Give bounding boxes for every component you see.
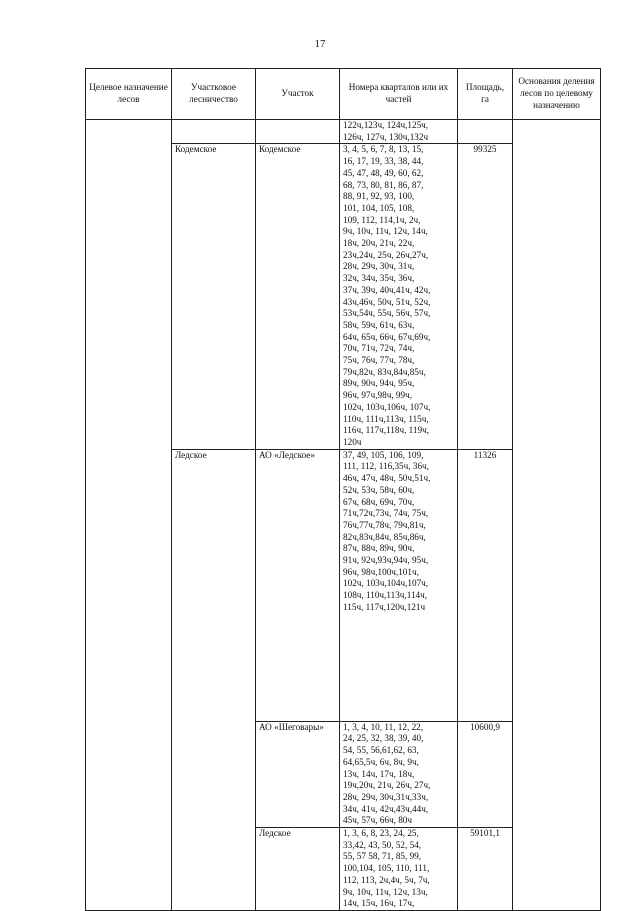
basis-cell <box>513 120 601 911</box>
quarters-cell: 1, 3, 4, 10, 11, 12, 22, 24, 25, 32, 38, 39, 40, 54, 55, 56,61,62, 63, 64,65,5ч, 6ч, 8ч, 9ч, 13ч, 14ч, 17ч, 18ч, 19ч,20ч, 21ч, 26ч, 27ч, 28ч, 29ч, 30ч,31ч,33ч, 34ч, 41ч, 42ч,43ч,44ч, 45ч, 57ч, 66ч, 80ч <box>340 721 458 827</box>
header-purpose: Целевое назначение лесов <box>86 69 172 120</box>
header-quarters: Номера кварталов или их частей <box>340 69 458 120</box>
forestry-cell: Ледское <box>172 449 256 910</box>
quarters-cell: 3, 4, 5, 6, 7, 8, 13, 15, 16, 17, 19, 33, 38, 44, 45, 47, 48, 49, 60, 62, 68, 73, 80, 81, 86, 87, 88, 91, 92, 93, 100, 101, 104, 105, 108, 109, 112, 114,1ч, 2ч, 9ч, 10ч, 11ч, 12ч, 14ч, 18ч, 20ч, 21ч, 22ч, 23ч,24ч, 25ч, 26ч,27ч, 28ч, 29ч, 30ч, 31ч, 32ч, 34ч, 35ч, 36ч, 37ч, 39ч, 40ч,41ч, 42ч, 43ч,46ч, 50ч, 51ч, 52ч, 53ч,54ч, 55ч, 56ч, 57ч, 58ч, 59ч, 61ч, 63ч, 64ч, 65ч, 66ч, 67ч,69ч, 70ч, 71ч, 72ч, 74ч, 75ч, 76ч, 77ч, 78ч, 79ч,82ч, 83ч,84ч,85ч, 89ч, 90ч, 94ч, 95ч, 96ч, 97ч,98ч, 99ч, 102ч, 103ч,106ч, 107ч, 110ч, 111ч,113ч, 115ч, 116ч, 117ч,118ч, 119ч, 120ч <box>340 144 458 449</box>
site-cell <box>256 120 340 144</box>
site-cell: Ледское <box>256 828 340 911</box>
forest-purpose-table <box>85 68 601 911</box>
site-cell: Кодемское <box>256 144 340 449</box>
area-cell <box>458 120 513 144</box>
area-cell: 59101,1 <box>458 828 513 911</box>
quarters-cell: 1, 3, 6, 8, 23, 24, 25, 33,42, 43, 50, 52, 54, 55, 57 58, 71, 85, 99, 100,104, 105, 110, 111, 112, 113, 2ч,4ч, 5ч, 7ч, 9ч, 10ч, 11ч, 12ч, 13ч, 14ч, 15ч, 16ч, 17ч, <box>340 828 458 911</box>
header-site: Участок <box>256 69 340 120</box>
header-forestry: Участковое лесничество <box>172 69 256 120</box>
area-cell: 11326 <box>458 449 513 721</box>
quarters-cell: 122ч,123ч, 124ч,125ч, 126ч, 127ч, 130ч,132ч <box>340 120 458 144</box>
header-area: Площадь, га <box>458 69 513 120</box>
forestry-cell <box>172 120 256 144</box>
quarters-cell: 37, 49, 105, 106, 109, 111, 112, 116,35ч, 36ч, 46ч, 47ч, 48ч, 50ч,51ч, 52ч, 53ч, 58ч, 60ч, 67ч, 68ч, 69ч, 70ч, 71ч,72ч,73ч, 74ч, 75ч, 76ч,77ч,78ч, 79ч,81ч, 82ч,83ч,84ч, 85ч,86ч, 87ч, 88ч, 89ч, 90ч, 91ч, 92ч,93ч,94ч, 95ч, 96ч, 98ч,100ч,101ч, 102ч, 103ч,104ч,107ч, 108ч, 110ч,113ч,114ч, 115ч, 117ч,120ч,121ч <box>340 449 458 721</box>
page-number: 17 <box>314 38 326 50</box>
table-header-row <box>86 69 601 120</box>
header-basis: Основания деления лесов по целевому назначению <box>513 69 601 120</box>
site-cell: АО «Шеговары» <box>256 721 340 827</box>
forestry-cell: Кодемское <box>172 144 256 449</box>
area-cell: 10600,9 <box>458 721 513 827</box>
table-row <box>86 120 601 144</box>
site-cell: АО «Ледское» <box>256 449 340 721</box>
area-cell: 99325 <box>458 144 513 449</box>
purpose-cell <box>86 120 172 911</box>
